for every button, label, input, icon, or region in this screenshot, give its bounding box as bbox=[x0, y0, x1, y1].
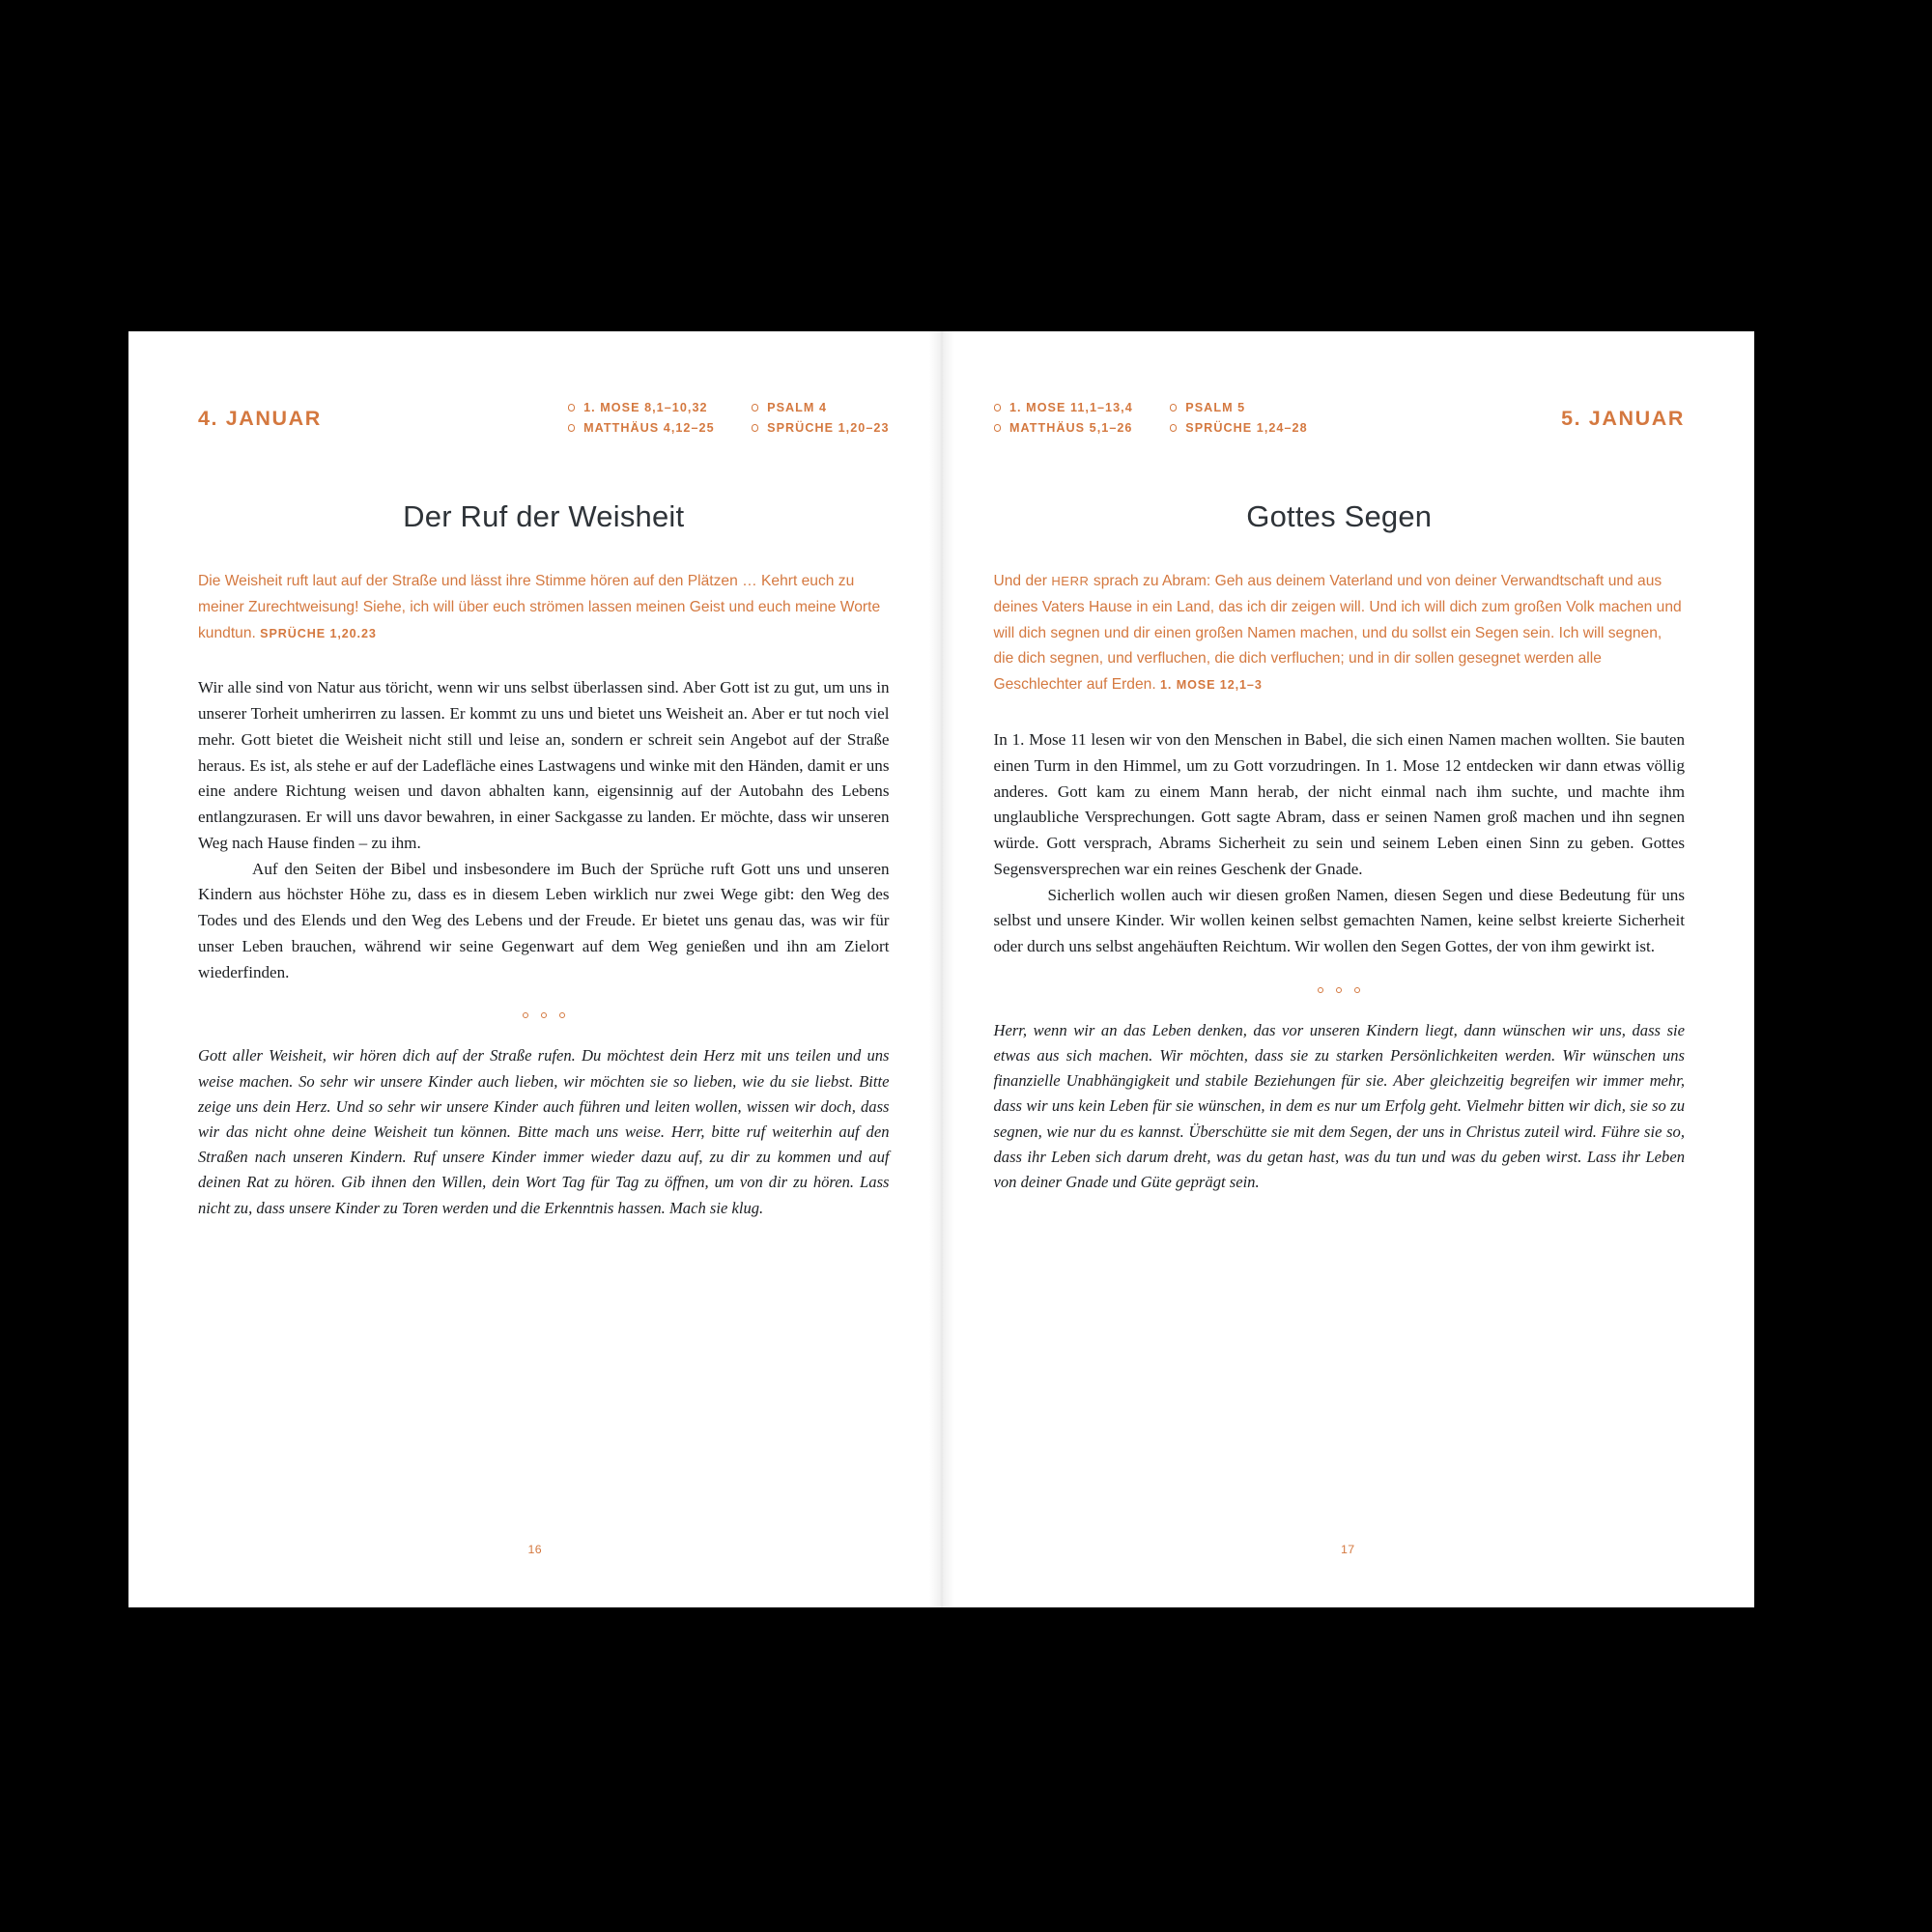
circle-bullet-icon bbox=[994, 424, 1002, 432]
readings-list-left bbox=[568, 401, 890, 435]
book-spread bbox=[128, 331, 1754, 1607]
verse-block-left bbox=[198, 569, 890, 646]
reading-item bbox=[568, 421, 715, 435]
divider-dot-icon bbox=[1318, 987, 1323, 993]
page-number-left: 16 bbox=[527, 1543, 543, 1556]
body-paragraph: Sicherlich wollen auch wir diesen großen Namen, diesen Segen und diese Bedeutung für uns selbst und unsere Kinder. Wir wollen keinen selbst gemachten Namen, keine selbst kreierte Sicherheit oder durch uns selbst angehäuften Reichtum. Wir wollen den Segen Gottes, der von ihm gewirkt ist. bbox=[993, 885, 1685, 956]
circle-bullet-icon bbox=[752, 424, 759, 432]
entry-title-right: Gottes Segen bbox=[1246, 499, 1433, 533]
reading-label: SPRÜCHE 1,20–23 bbox=[767, 421, 890, 435]
reading-label: MATTHÄUS 5,1–26 bbox=[1009, 421, 1133, 435]
verse-text-part2: sprach zu Abram: Geh aus deinem Vaterland und von deiner Verwandtschaft und aus deines Vaters Hause in ein Land, das ich dir zeigen will. Und ich will dich zum großen Volk machen und will dich segnen und dir einen großen Namen machen, und du sollst ein Segen sein. Ich will segnen, die dich segnen, und verfluchen, die dich verfluchen; und in dir sollen gesegnet werden alle Geschlechter auf Erden. bbox=[993, 573, 1682, 694]
reading-label: 1. MOSE 8,1–10,32 bbox=[583, 401, 708, 414]
circle-bullet-icon bbox=[994, 404, 1002, 412]
body-text-left bbox=[198, 675, 890, 985]
divider-dot-icon bbox=[541, 1012, 547, 1018]
reading-item bbox=[568, 401, 715, 414]
body-text-right bbox=[994, 727, 1686, 960]
verse-block-right bbox=[994, 569, 1686, 698]
prayer-text-left: Gott aller Weisheit, wir hören dich auf der Straße rufen. Du möchtest dein Herz mit uns teilen und uns weise machen. So sehr wir unsere Kinder auch lieben, wir möchten sie so lieben, wie du sie liebst. Bitte zeige uns dein Herz. Und so sehr wir unsere Kinder auch führen und leiten wollen, wissen wir doch, dass wir das nicht ohne deine Weisheit tun können. Bitte mach uns weise. Herr, bitte ruf weiterhin auf den Straßen nach unseren Kindern. Ruf unsere Kinder immer wieder dazu auf, zu dir zu kommen und auf deinen Rat zu hören. Gib ihnen den Willen, dein Wort Tag für Tag zu öffnen, um von dir zu hören. Lass nicht zu, dass unsere Kinder zu Toren werden und die Erkenntnis hassen. Mach sie klug. bbox=[198, 1046, 890, 1217]
prayer-text-right: Herr, wenn wir an das Leben denken, das vor unseren Kindern liegt, dann wünschen wir uns, dass sie etwas aus sich machen. Wir möchten, dass sie zu starken Persönlichkeiten werden. Wir wünschen uns finanzielle Unabhängigkeit und stabile Beziehungen für sie. Aber gleichzeitig begreifen wir immer mehr, dass wir uns kein Leben für sie wünschen, in dem es nur um Erfolg geht. Vielmehr bitten wir dich, sie so zu segnen, wie nur du es kannst. Überschütte sie mit dem Segen, der uns in Christus zuteil wird. Führe sie so, dass ihr Leben sich darum dreht, was du getan hast, was du tun und was du geben wirst. Lass ihr Leben von deiner Gnade und Güte geprägt sein. bbox=[993, 1020, 1685, 1192]
verse-text-part1: Und der bbox=[993, 573, 1052, 589]
reading-item bbox=[1170, 421, 1308, 435]
circle-bullet-icon bbox=[1170, 404, 1178, 412]
verse-text: Die Weisheit ruft laut auf der Straße und lässt ihre Stimme hören auf den Plätzen … Kehrt euch zu meiner Zurechtweisung! Siehe, ich will über euch strömen lassen meinen Geist und euch meine Worte kundtun. bbox=[198, 573, 881, 641]
page-header-right bbox=[994, 331, 1686, 457]
reading-label: PSALM 5 bbox=[1185, 401, 1246, 414]
circle-bullet-icon bbox=[1170, 424, 1178, 432]
section-divider-right bbox=[994, 987, 1686, 993]
page-right bbox=[942, 331, 1755, 1607]
divider-dot-icon bbox=[559, 1012, 565, 1018]
reading-label: SPRÜCHE 1,24–28 bbox=[1185, 421, 1308, 435]
circle-bullet-icon bbox=[568, 404, 576, 412]
circle-bullet-icon bbox=[752, 404, 759, 412]
date-label-right: 5. JANUAR bbox=[1561, 407, 1685, 430]
reading-item bbox=[994, 401, 1133, 414]
reading-item bbox=[752, 421, 890, 435]
verse-divine-name: HERR bbox=[1051, 574, 1090, 588]
divider-dot-icon bbox=[1354, 987, 1360, 993]
body-paragraph: In 1. Mose 11 lesen wir von den Menschen in Babel, die sich einen Namen machen wollten. Sie bauten einen Turm in den Himmel, um zu Gott vorzudringen. In 1. Mose 12 entdecken wir dann etwas völlig anderes. Gott kam zu einem Mann herab, der nicht einmal nach ihm suchte, und machte ihm unglaubliche Versprechungen. Gott sagte Abram, dass er seinen Namen groß machen und ihn segnen würde. Gott versprach, Abrams Sicherheit zu sein und seinem Leben einen Sinn zu geben. Gottes Segensversprechen war ein reines Geschenk der Gnade. bbox=[993, 730, 1685, 878]
reading-label: 1. MOSE 11,1–13,4 bbox=[1009, 401, 1133, 414]
reading-label: PSALM 4 bbox=[767, 401, 828, 414]
circle-bullet-icon bbox=[568, 424, 576, 432]
reading-item bbox=[1170, 401, 1308, 414]
body-paragraph: Auf den Seiten der Bibel und insbesondere im Buch der Sprüche ruft Gott uns und unseren Kindern aus höchster Höhe zu, dass es in diesem Leben wirklich nur zwei Wege gibt: den Weg des Todes und des Elends und den Weg des Lebens und der Freude. Er bietet uns genau das, was wir für unser Leben brauchen, während wir seine Gegenwart auf dem Weg genießen und ihn am Zielort wiederfinden. bbox=[198, 859, 890, 981]
page-header-left bbox=[198, 331, 890, 457]
section-divider-left bbox=[198, 1012, 890, 1018]
entry-title-left: Der Ruf der Weisheit bbox=[403, 499, 685, 533]
page-number-right: 17 bbox=[1340, 1543, 1355, 1556]
reading-item bbox=[752, 401, 890, 414]
reading-item bbox=[994, 421, 1133, 435]
divider-dot-icon bbox=[523, 1012, 528, 1018]
verse-reference: SPRÜCHE 1,20.23 bbox=[260, 626, 377, 640]
verse-reference: 1. MOSE 12,1–3 bbox=[1160, 678, 1263, 693]
date-label-left: 4. JANUAR bbox=[198, 407, 322, 430]
page-left bbox=[128, 331, 942, 1607]
readings-list-right bbox=[994, 401, 1308, 435]
reading-label: MATTHÄUS 4,12–25 bbox=[583, 421, 715, 435]
divider-dot-icon bbox=[1336, 987, 1342, 993]
body-paragraph: Wir alle sind von Natur aus töricht, wenn wir uns selbst überlassen sind. Aber Gott ist zu gut, um uns in unserer Torheit umherirren zu lassen. Er kommt zu uns und bietet uns Weisheit an. Aber er tut noch viel mehr. Gott bietet die Weisheit nicht still und leise an, sondern er schreit sein Angebot auf der Straße heraus. Es ist, als stehe er auf der Ladefläche eines Lastwagens und winke mit den Händen, damit er uns eine andere Richtung weisen und davon abhalten kann, eigensinnig auf der Autobahn des Lebens entlangzurasen. Er will uns davor bewahren, in einer Sackgasse zu landen. Er möchte, dass wir unseren Weg nach Hause finden – zu ihm. bbox=[198, 678, 890, 852]
